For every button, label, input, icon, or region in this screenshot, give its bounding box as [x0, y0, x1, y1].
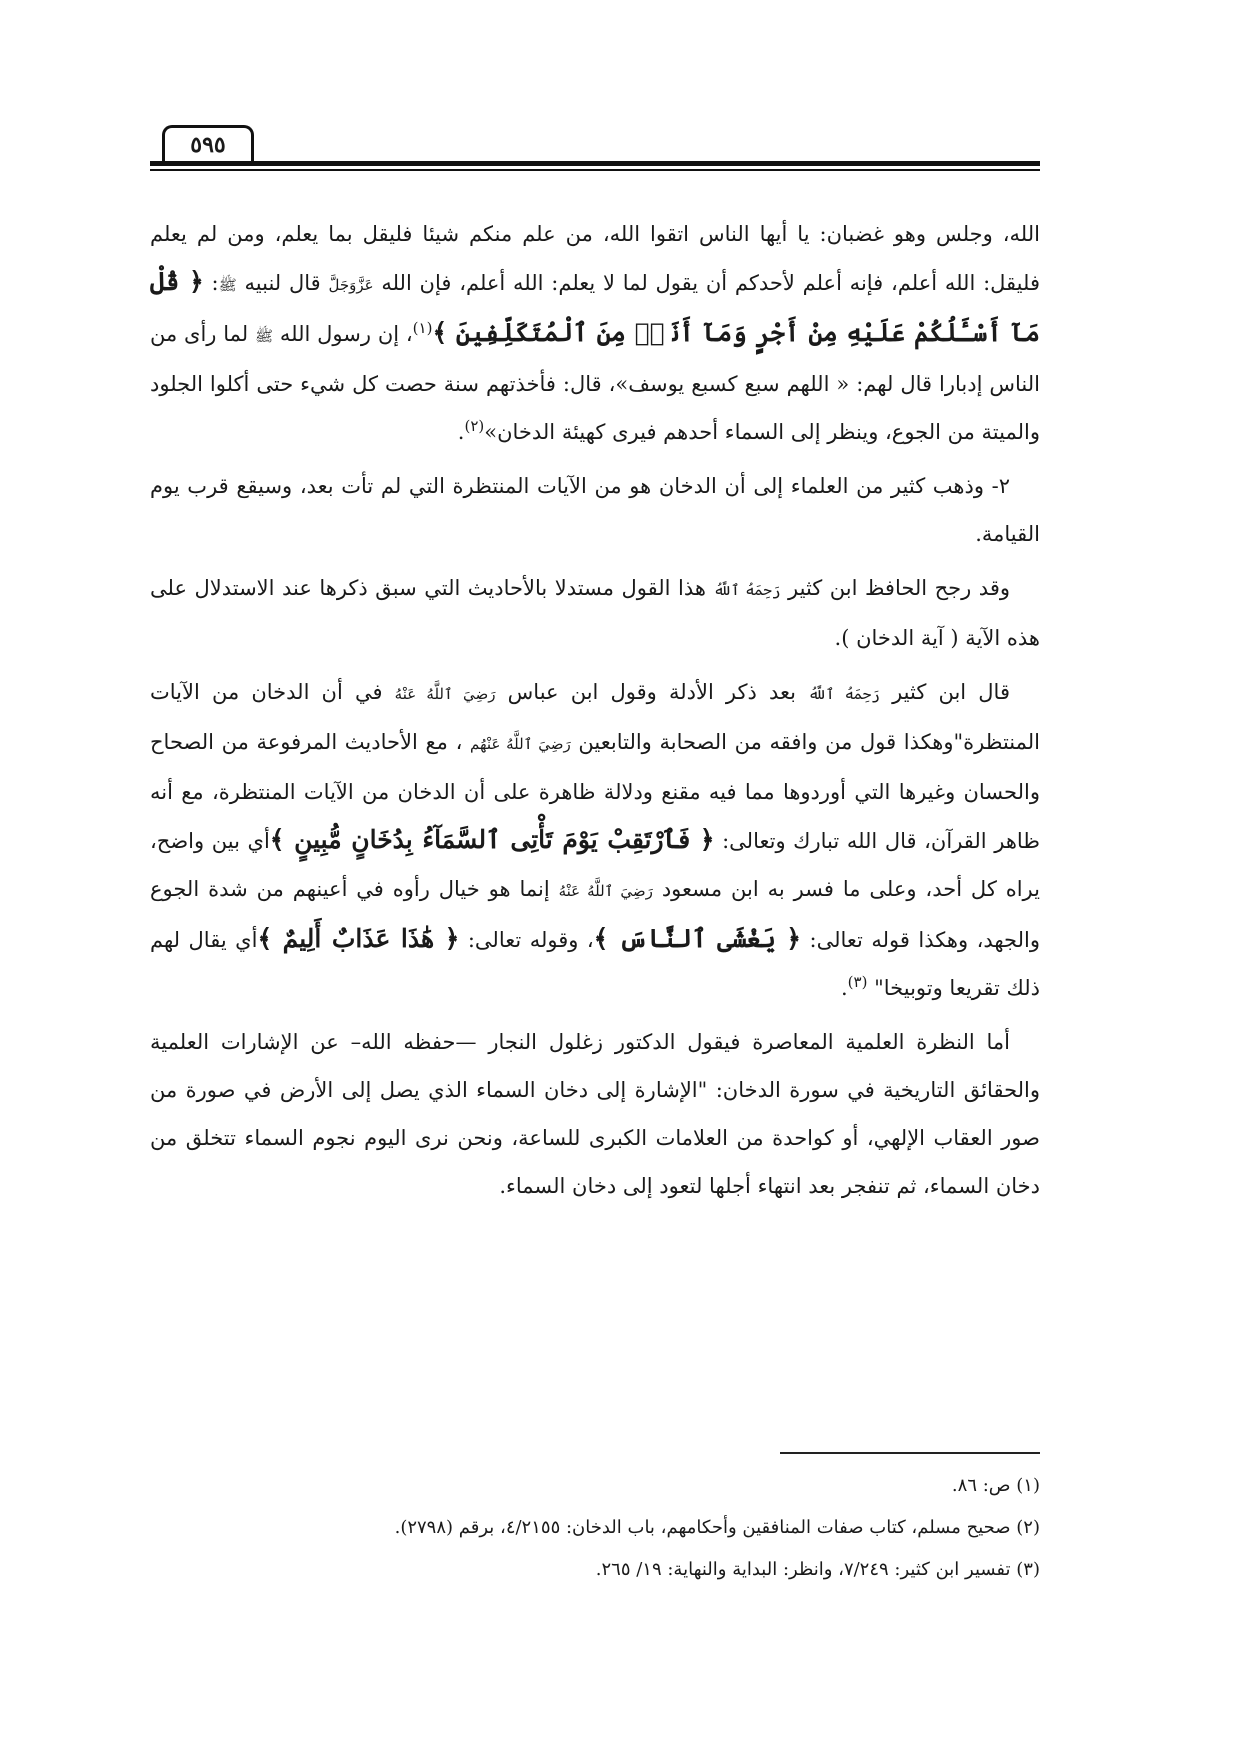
- header-rule-thin: [150, 169, 1040, 171]
- footnote-ref[interactable]: (٢): [464, 417, 485, 435]
- quran-verse: ﴿ قُلْ مَآ أَسْـَٔلُكُمْ عَلَيْهِ مِنْ أَجْرٍ وَمَآ أَنَا۠ مِنَ ٱلْمُتَكَلِّفِينَ ﴾: [150, 267, 1040, 347]
- honorific: رَحِمَهُ ٱللَّهُ: [713, 581, 781, 599]
- footnotes: [150, 1465, 1040, 1591]
- honorific: رَضِيَ ٱللَّهُ عَنْهُ: [558, 882, 653, 900]
- quran-verse: ﴿ فَٱرْتَقِبْ يَوْمَ تَأْتِى ٱلسَّمَآءُ بِدُخَانٍ مُّبِينٍ ﴾: [269, 825, 715, 854]
- header-rule-thick: [150, 161, 1040, 166]
- paragraph-3: وقد رجح الحافظ ابن كثير رَحِمَهُ ٱللَّهُ هذا القول مستدلا بالأحاديث التي سبق ذكرها عند الاستدلال على هذه الآية ( آية الدخان ).: [150, 576, 1040, 650]
- footnote-1: (١) ص: ٨٦.: [951, 1475, 1040, 1496]
- honorific: رَضِيَ ٱللَّهُ عَنْهُم: [470, 735, 571, 753]
- paragraph-2: ٢- وذهب كثير من العلماء إلى أن الدخان هو من الآيات المنتظرة التي لم تأت بعد، وسيقع قرب يوم القيامة.: [150, 474, 1040, 546]
- footnote-ref[interactable]: (٣): [847, 973, 868, 991]
- footnote-ref[interactable]: (١): [412, 319, 433, 337]
- paragraph-1: الله، وجلس وهو غضبان: يا أيها الناس اتقوا الله، من علم منكم شيئا فليقل بما يعلم، ومن لم يعلم فليقل: الله أعلم، فإنه أعلم لأحدكم أن يقول لما لا يعلم: الله أعلم، فإن الله عَزَّوَجَلَّ قال لنبيه ﷺ: ﴿ قُلْ مَآ أَسْـَٔلُكُمْ عَلَيْهِ مِنْ أَجْرٍ وَمَآ أَنَا۠ مِنَ ٱلْمُتَكَلِّفِينَ ﴾$^{(١)}$، إن رسول الله ﷺ لما رأى من الناس إدبارا قال لهم: « اللهم سبع كسبع يوسف»، قال: فأخذتهم سنة حصت كل شيء حتى أكلوا الجلود والميتة من الجوع، وينظر إلى السماء أحدهم فيرى كهيئة الدخان»$^{(٢)}$.: [150, 222, 1041, 444]
- footnote-2: (٢) صحيح مسلم، كتاب صفات المنافقين وأحكامهم، باب الدخان: ٤/٢١٥٥، برقم (٢٧٩٨).: [394, 1517, 1040, 1538]
- footnote-separator: [780, 1452, 1040, 1454]
- footnote-3: (٣) تفسير ابن كثير: ٧/٢٤٩، وانظر: البداية والنهاية: ١٩/ ٢٦٥.: [595, 1559, 1040, 1580]
- paragraph-5: أما النظرة العلمية المعاصرة فيقول الدكتور زغلول النجار —حفظه الله– عن الإشارات العلمية والحقائق التاريخية في سورة الدخان: "الإشارة إلى دخان السماء الذي يصل إلى الأرض في صورة من صور العقاب الإلهي، أو كواحدة من العلامات الكبرى للساعة، ونحن نرى اليوم نجوم السماء تتخلق من دخان السماء، ثم تنفجر بعد انتهاء أجلها لتعود إلى دخان السماء.: [150, 1030, 1040, 1198]
- honorific: ﷺ: [218, 276, 237, 294]
- quran-verse: ﴿ هَٰذَا عَذَابٌ أَلِيمٌ ﴾: [257, 924, 460, 953]
- honorific: عَزَّوَجَلَّ: [328, 276, 374, 294]
- honorific: رَحِمَهُ ٱللَّهُ: [808, 685, 880, 703]
- page-number: ٥٩٥: [162, 125, 254, 162]
- paragraph-4: قال ابن كثير رَحِمَهُ ٱللَّهُ بعد ذكر الأدلة وقول ابن عباس رَضِيَ ٱللَّهُ عَنْهُ في أن الدخان من الآيات المنتظرة"وهكذا قول من وافقه من الصحابة والتابعين رَضِيَ ٱللَّهُ عَنْهُم ، مع الأحاديث المرفوعة من الصحاح والحسان وغيرها التي أوردوها مما فيه مقنع ودلالة ظاهرة على أن الدخان من الآيات المنتظرة، مع أنه ظاهر القرآن، قال الله تبارك وتعالى: ﴿ فَٱرْتَقِبْ يَوْمَ تَأْتِى ٱلسَّمَآءُ بِدُخَانٍ مُّبِينٍ ﴾أي بين واضح، يراه كل أحد، وعلى ما فسر به ابن مسعود رَضِيَ ٱللَّهُ عَنْهُ إنما هو خيال رأوه في أعينهم من شدة الجوع والجهد، وهكذا قوله تعالى: ﴿ يَغْشَى ٱلنَّاسَ ﴾، وقوله تعالى: ﴿ هَٰذَا عَذَابٌ أَلِيمٌ ﴾أي يقال لهم ذلك تقريعا وتوبيخا" $^{(٣)}$.: [150, 680, 1041, 1000]
- quran-verse: ﴿ يَغْشَى ٱلنَّاسَ ﴾: [593, 924, 802, 953]
- honorific: رَضِيَ ٱللَّهُ عَنْهُ: [394, 685, 496, 703]
- honorific: ﷺ: [255, 327, 274, 345]
- page-header: [150, 125, 1040, 173]
- main-text: [150, 210, 1040, 1216]
